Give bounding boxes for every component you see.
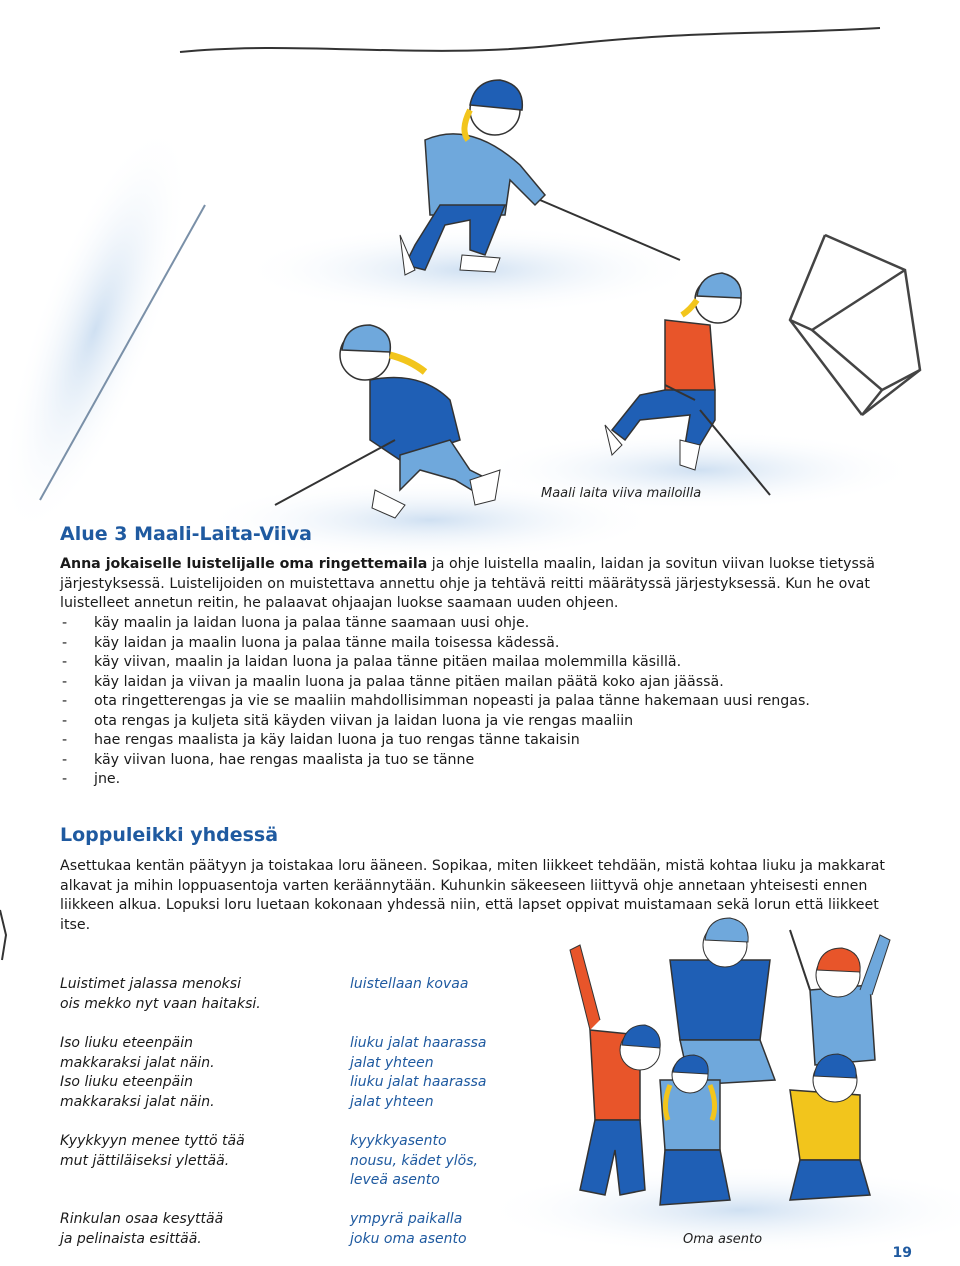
move-line: luistellaan kovaa: [350, 976, 469, 992]
verse-line: ja pelinaista esittää.: [60, 1230, 202, 1247]
list-item: - käy laidan ja viivan ja maalin luona ja palaa tänne pitäen mailan päätä koko ajan jäässä.: [60, 673, 920, 693]
verse-3: [60, 1132, 245, 1171]
verse-line: Rinkulan osaa kesyttää: [60, 1211, 224, 1227]
top-illustration-caption: Maali laita viiva mailoilla: [541, 486, 702, 501]
goal-net-icon: [790, 235, 920, 415]
move-line: ympyrä paikalla: [350, 1211, 463, 1227]
move-line: liuku jalat haarassa: [350, 1074, 487, 1091]
verse-1-moves: [350, 975, 468, 995]
bottom-illustration-caption: Oma asento: [683, 1232, 763, 1247]
verse-line: Kyykkyyn menee tyttö tää: [60, 1133, 245, 1149]
move-line: leveä asento: [350, 1172, 440, 1189]
list-item: - ota ringetterengas ja vie se maaliin mahdollisimman nopeasti ja palaa tänne hakemaan uusi rengas.: [60, 692, 920, 712]
verse-line: ois mekko nyt vaan haitaksi.: [60, 995, 261, 1012]
section-title-alue3: Alue 3 Maali-Laita-Viiva: [60, 523, 312, 545]
verse-2-moves: [350, 1034, 487, 1112]
verse-line: makkaraksi jalat näin.: [60, 1093, 215, 1110]
verse-line: Iso liuku eteenpäin: [60, 1035, 193, 1051]
verse-line: Luistimet jalassa menoksi: [60, 976, 241, 992]
verse-4-moves: [350, 1210, 467, 1249]
section1-intro: [60, 555, 910, 614]
section1-intro-rest: ja ohje luistella maalin, laidan ja sovitun viivan luokse tietyssä järjestyksessä. Luistelijoiden on muistettava annettu ohje ja tehtävä reitti määrätyssä järjestyksessä. Kun he ovat luistelleet annetun reitin, he palaavat ohjaajan luokse saamaan uuden ohjeen.: [60, 556, 875, 611]
move-line: nousu, kädet ylös,: [350, 1152, 478, 1169]
list-item: - ota rengas ja kuljeta sitä käyden viivan ja laidan luona ja vie rengas maaliin: [60, 712, 920, 732]
section1-intro-bold: Anna jokaiselle luistelijalle oma ringettemaila: [60, 556, 428, 572]
list-item: - käy viivan, maalin ja laidan luona ja palaa tänne pitäen mailaa molemmilla käsillä.: [60, 653, 920, 673]
list-item: - jne.: [60, 770, 920, 790]
section-title-loppuleikki: Loppuleikki yhdessä: [60, 824, 279, 846]
move-line: joku oma asento: [350, 1230, 467, 1247]
skater-group-icon: [570, 918, 890, 1205]
verse-1: [60, 975, 261, 1014]
verse-3-moves: [350, 1132, 478, 1191]
list-item: - käy laidan ja maalin luona ja palaa tänne maila toisessa kädessä.: [60, 634, 920, 654]
page-number: 19: [892, 1245, 912, 1261]
move-line: jalat yhteen: [350, 1054, 434, 1071]
list-item: - hae rengas maalista ja käy laidan luona ja tuo rengas tänne takaisin: [60, 731, 920, 751]
instruction-list: [60, 614, 920, 790]
section2-text: Asettukaa kentän päätyyn ja toistakaa loru ääneen. Sopikaa, miten liikkeet tehdään, mistä kohtaa liuku ja makkarat alkavat ja mihin loppuasentoja varten keräännytään. Kuhunkin säkeeseen liittyvä ohje annetaan yhteisesti ennen liikkeen alkua. Lopuksi loru luetaan kokonaan yhdessä niin, että lapset oppivat muistamaan sekä lorun että liikkeet itse.: [60, 858, 885, 933]
move-line: jalat yhteen: [350, 1093, 434, 1110]
move-line: kyykkyasento: [350, 1133, 447, 1149]
list-item: - käy maalin ja laidan luona ja palaa tänne saamaan uusi ohje.: [60, 614, 920, 634]
verse-line: Iso liuku eteenpäin: [60, 1074, 193, 1091]
move-line: liuku jalat haarassa: [350, 1035, 487, 1051]
verse-line: makkaraksi jalat näin.: [60, 1054, 215, 1071]
verse-2: [60, 1034, 215, 1112]
verse-4: [60, 1210, 223, 1249]
verse-line: mut jättiläiseksi ylettää.: [60, 1152, 230, 1169]
list-item: - käy viivan luona, hae rengas maalista ja tuo se tänne: [60, 751, 920, 771]
